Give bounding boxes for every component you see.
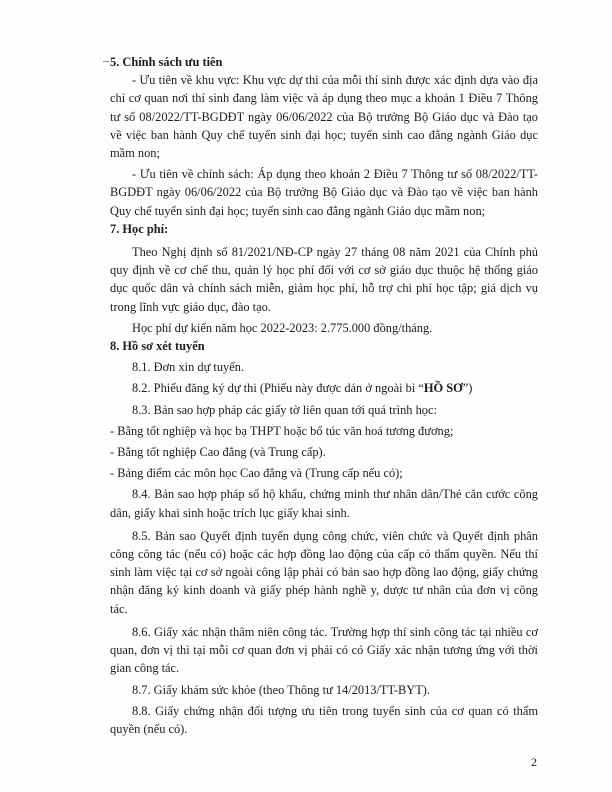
section-8-item-2-tail: ”) xyxy=(462,381,473,396)
margin-mark xyxy=(103,61,109,62)
section-8-item-6: 8.6. Giấy xác nhận thâm niên công tác. Trường hợp thí sinh công tác tại nhiều cơ quan, đơn vị thì tại mỗi cơ quan đơn vị phải có có Giấy xác nhận tương ứng với thời gian công tác. xyxy=(110,624,538,676)
section-5-heading: 5. Chính sách ưu tiên xyxy=(110,55,223,69)
section-5-paragraph-2: - Ưu tiên về chính sách: Áp dụng theo khoản 2 Điều 7 Thông tư số 08/2022/TT-BGDĐT ngày 06/06/2022 của Bộ trưởng Bộ Giáo dục và Đào tạo về việc ban hành Quy chế tuyển sinh đại học; tuyển sinh cao đẳng ngành Giáo dục mầm non; xyxy=(110,167,538,218)
section-8-item-7: 8.7. Giấy khám sức khỏe (theo Thông tư 14/2013/TT-BYT). xyxy=(132,682,431,697)
page-content xyxy=(110,53,538,738)
section-8-item-8: 8.8. Giấy chứng nhận đối tượng ưu tiên trong tuyển sinh của cơ quan có thẩm quyền (nếu có). xyxy=(110,703,538,736)
section-8-dash-3: - Bảng điểm các môn học Cao đẳng và (Trung cấp nếu có); xyxy=(110,466,403,481)
section-8-item-4: 8.4. Bản sao hợp pháp sổ hộ khẩu, chứng minh thư nhân dân/Thẻ căn cước công dân, giấy khai sinh hoặc trích lục giấy khai sinh. xyxy=(110,487,538,520)
section-8-item-3: 8.3. Bản sao hợp pháp các giấy tờ liên quan tới quá trình học: xyxy=(132,402,437,417)
section-8-dash-1: - Bằng tốt nghiệp và học bạ THPT hoặc bổ túc văn hoá tương đương; xyxy=(110,423,454,438)
section-8-item-5: 8.5. Bản sao Quyết định tuyển dụng công chức, viên chức và Quyết định phân công công tác (nếu có) hoặc các hợp đồng lao động của cấp có thẩm quyền. Nếu thí sinh làm việc tại cơ sở ngoài công lập phải có bản sao hợp đồng lao động, giấy chứng nhận đăng ký kinh doanh và giấy phép hành nghề y, dược tư nhân của đơn vị công tác. xyxy=(110,528,538,616)
page-number: 2 xyxy=(531,755,537,769)
section-8-item-2 xyxy=(110,379,538,397)
section-8-item-1: 8.1. Đơn xin dự tuyển. xyxy=(132,360,245,375)
section-7-heading: 7. Học phí: xyxy=(110,221,169,236)
section-5-paragraph-1: - Ưu tiên về khu vực: Khu vực dự thi của mỗi thí sinh được xác định dựa vào địa chỉ cơ quan nơi thí sinh đang làm việc và áp dụng theo mục a khoản 1 Điều 7 Thông tư số 08/2022/TT-BGDĐT ngày 06/06/2022 của Bộ trưởng Bộ Giáo dục và Đào tạo về việc ban hành Quy chế tuyển sinh đại học; tuyển sinh cao đẳng ngành Giáo dục mầm non; xyxy=(110,73,538,161)
section-8-item-2-bold: HỒ SƠ xyxy=(423,381,463,396)
section-8-item-2-text: 8.2. Phiếu đăng ký dự thi (Phiếu này được dán ở ngoài bì “ xyxy=(132,381,424,396)
section-7-paragraph-1: Theo Nghị định số 81/2021/NĐ-CP ngày 27 tháng 08 năm 2021 của Chính phủ quy định về cơ chế thu, quản lý học phí đối với cơ sở giáo dục thuộc hệ thống giáo dục quốc dân và chính sách miễn, giảm học phí, hỗ trợ chi phí học tập; giá dịch vụ trong lĩnh vực giáo dục, đào tạo. xyxy=(110,245,538,314)
section-8-dash-2: - Bằng tốt nghiệp Cao đẳng (và Trung cấp). xyxy=(110,445,326,460)
section-8-heading: 8. Hồ sơ xét tuyển xyxy=(110,339,205,354)
section-7-paragraph-2: Học phí dự kiến năm học 2022-2023: 2.775.000 đồng/tháng. xyxy=(132,320,433,335)
